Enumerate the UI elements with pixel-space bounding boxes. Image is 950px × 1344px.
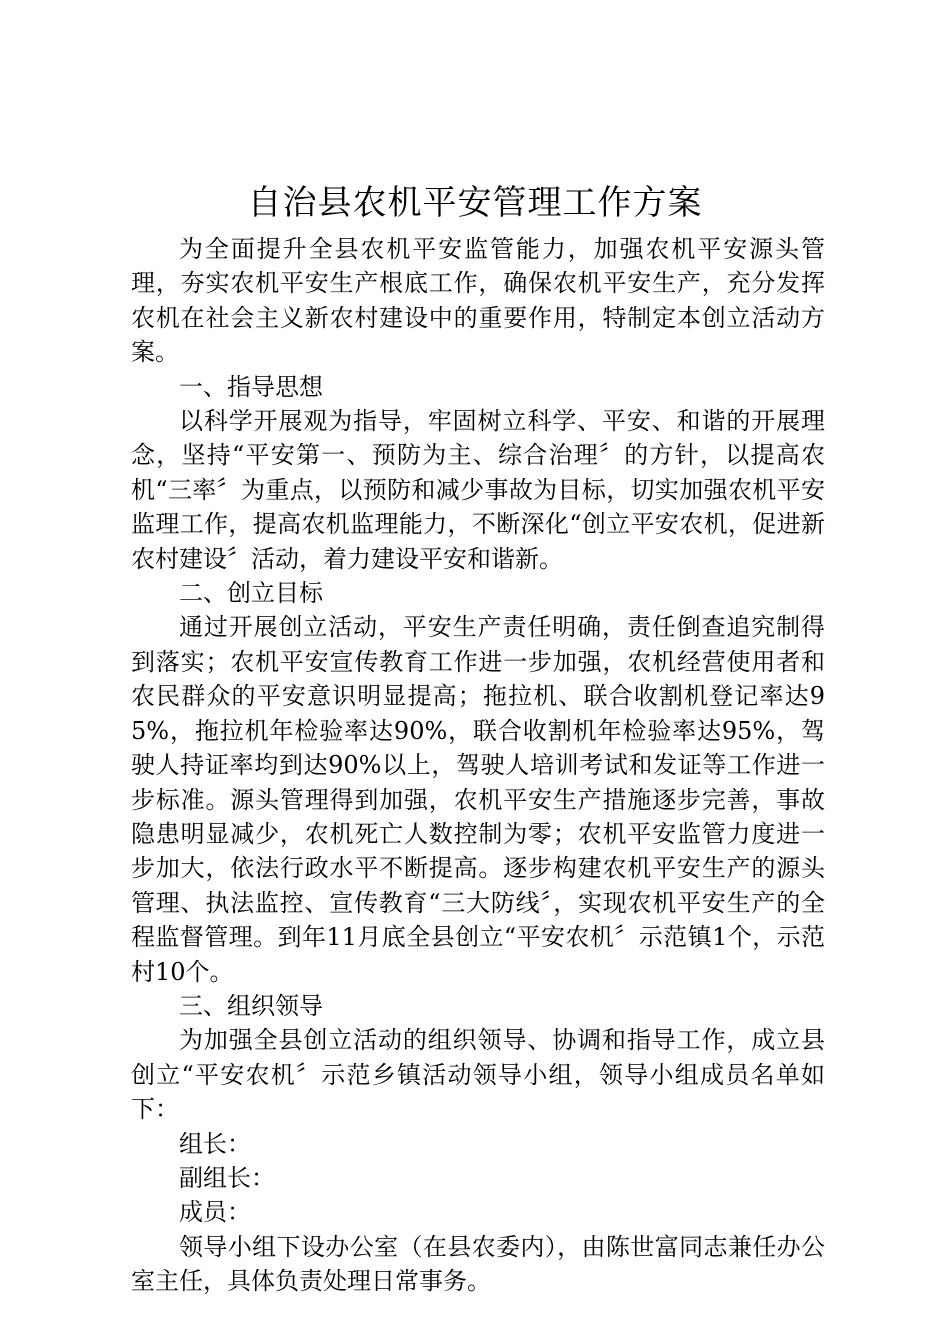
section-heading-organization: 三、组织领导 [179, 991, 323, 1020]
organization-paragraph: 为加强全县创立活动的组织领导、协调和指导工作，成立县创立“平安农机〞示范乡镇活动领导小组，领导小组成员名单如下： [131, 1026, 825, 1124]
office-paragraph: 领导小组下设办公室（在县农委内），由陈世富同志兼任办公室主任，具体负责处理日常事务。 [131, 1232, 825, 1296]
section-heading-goals: 二、创立目标 [179, 579, 323, 608]
members-line: 成员： [179, 1198, 251, 1227]
document-title: 自治县农机平安管理工作方案 [247, 183, 703, 223]
group-leader-line: 组长： [179, 1129, 251, 1158]
document-body [131, 232, 825, 1299]
deputy-leader-line: 副组长： [179, 1163, 275, 1192]
intro-paragraph: 为全面提升全县农机平安监管能力，加强农机平安源头管理，夯实农机平安生产根底工作，确保农机平安生产，充分发挥农机在社会主义新农村建设中的重要作用，特制定本创立活动方案。 [131, 235, 825, 367]
section-heading-guiding-ideology: 一、指导思想 [179, 372, 323, 401]
goals-paragraph: 通过开展创立活动，平安生产责任明确，责任倒查追究制得到落实；农机平安宣传教育工作进一步加强，农机经营使用者和农民群众的平安意识明显提高；拖拉机、联合收割机登记率达95%，拖拉机年检验率达90%，联合收割机年检验率达95%，驾驶人持证率均到达90%以上，驾驶人培训考试和发证等工作进一步标准。源头管理得到加强，农机平安生产措施逐步完善，事故隐患明显减少，农机死亡人数控制为零；农机平安监管力度进一步加大，依法行政水平不断提高。逐步构建农机平安生产的源头管理、执法监控、宣传教育“三大防线〞，实现农机平安生产的全程监督管理。到年11月底全县创立“平安农机〞示范镇1个，示范村10个。 [131, 613, 825, 986]
guiding-ideology-paragraph: 以科学开展观为指导，牢固树立科学、平安、和谐的开展理念，坚持“平安第一、预防为主、综合治理〞的方针，以提高农机“三率〞为重点，以预防和减少事故为目标，切实加强农机平安监理工作，提高农机监理能力，不断深化“创立平安农机，促进新农村建设〞活动，着力建设平安和谐新。 [131, 407, 825, 573]
